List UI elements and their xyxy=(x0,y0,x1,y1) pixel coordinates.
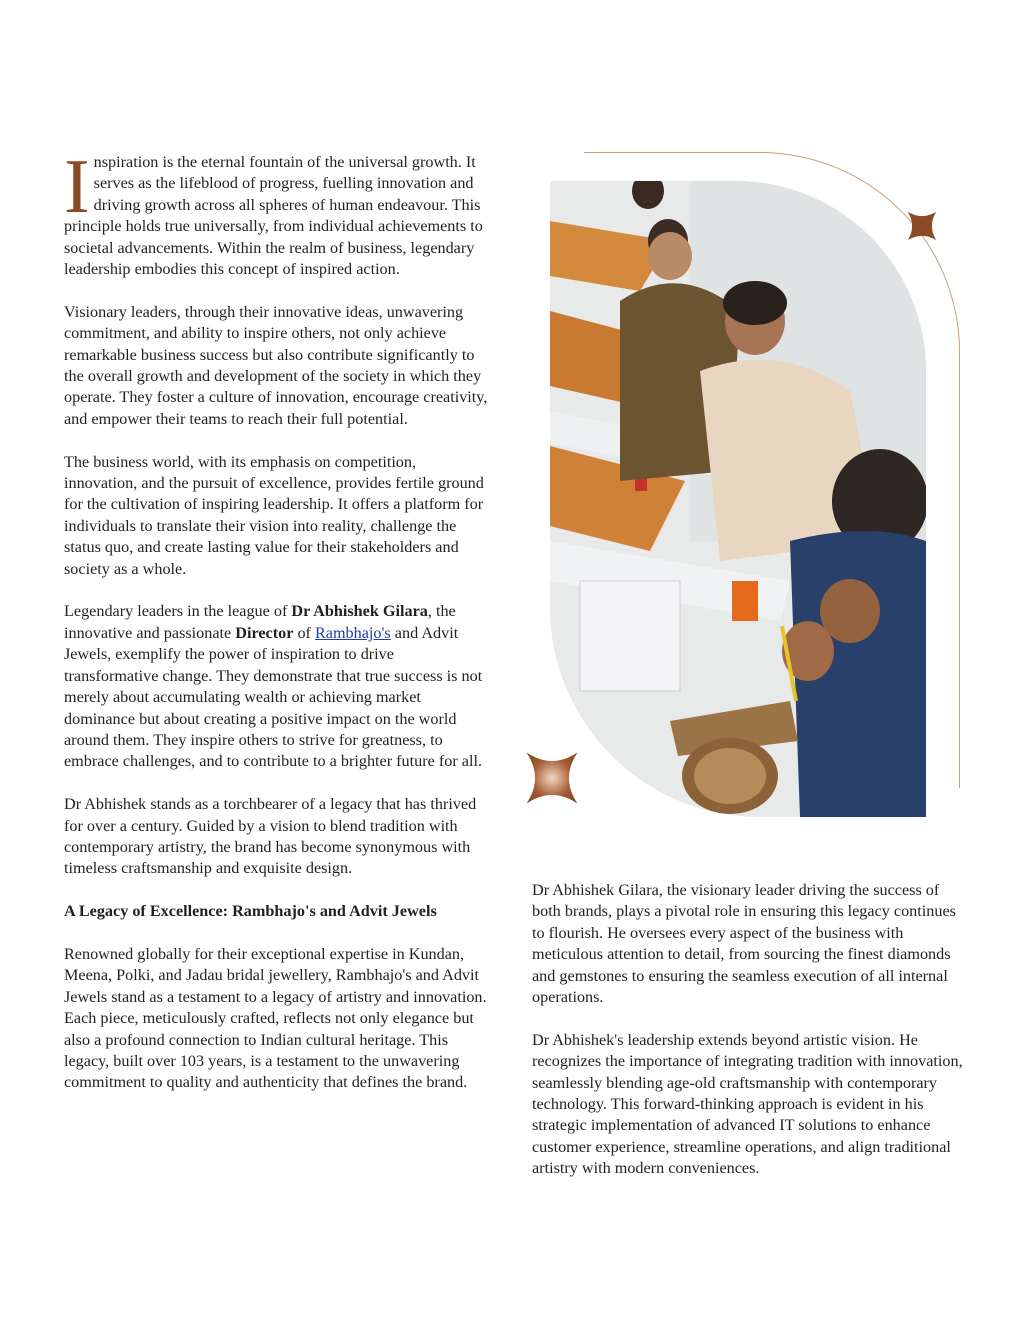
paragraph-visionary-leaders: Visionary leaders, through their innovative ideas, unwavering commitment, and ability to inspire others, not only achieve remarkable business success but also contribute significantly to the overall growth and development of the society in which they operate. They foster a culture of innovation, encourage creativity, and empower their teams to reach their full potential. xyxy=(64,302,488,428)
paragraph-business-world: The business world, with its emphasis on competition, innovation, and the pursuit of excellence, provides fertile ground for the cultivation of inspiring leadership. It offers a platform for individuals to translate their vision into reality, challenge the status quo, and create lasting value for their stakeholders and society as a whole. xyxy=(64,452,484,578)
intro-text: nspiration is the eternal fountain of the universal growth. It serves as the lifeblood of progress, fuelling innovation and driving growth across all spheres of human endeavour. This principle holds true universally, from individual achievements to societal advancements. Within the realm of business, legendary leadership embodies this concept of inspired action. xyxy=(64,153,483,279)
text-run: Legendary leaders in the league of xyxy=(64,602,292,621)
rambhajos-link[interactable]: Rambhajo's xyxy=(314,623,391,642)
intro-paragraph xyxy=(64,143,492,280)
section-subheading: A Legacy of Excellence: Rambhajo's and Advit Jewels xyxy=(64,902,437,921)
text-run: of xyxy=(293,623,315,642)
role-title: Director xyxy=(235,623,294,642)
article-right-column xyxy=(532,880,964,1201)
paragraph-renowned: Renowned globally for their exceptional expertise in Kundan, Meena, Polki, and Jadau bridal jewellery, Rambhajo's and Advit Jewels stand as a testament to a legacy of artistry and innovation. Each piece, meticulously crafted, reflects not only elegance but also a profound connection to Indian cultural heritage. This legacy, built over 103 years, is a testament to the unwavering commitment to quality and authenticity that defines the brand. xyxy=(64,944,487,1092)
paragraph-leadership: Dr Abhishek's leadership extends beyond artistic vision. He recognizes the importance of integrating tradition with innovation, seamlessly blending age-old craftsmanship with contemporary technology. This forward-thinking approach is evident in his strategic implementation of advanced IT solutions to enhance customer experience, streamline operations, and align traditional artistry with modern conveniences. xyxy=(532,1030,963,1178)
article-left-column xyxy=(64,143,492,1115)
person-name: Dr Abhishek Gilara xyxy=(291,602,428,621)
paragraph-torchbearer: Dr Abhishek stands as a torchbearer of a legacy that has thrived for over a century. Guided by a vision to blend tradition with contemporary artistry, the brand has become synonymous with timeless craftsmanship and exquisite design. xyxy=(64,795,477,878)
text-run: , the innovative and passionate xyxy=(64,602,456,642)
paragraph-visionary-leader: Dr Abhishek Gilara, the visionary leader driving the success of both brands, plays a pivotal role in ensuring this legacy continues to flourish. He oversees every aspect of the business with meticulous attention to detail, from sourcing the finest diamonds and gemstones to ensuring the seamless execution of all internal operations. xyxy=(532,881,956,1007)
artisans-photo xyxy=(550,181,926,817)
sparkle-star-large-icon xyxy=(516,742,588,814)
text-run: and Advit Jewels, exemplify the power of inspiration to drive transformative change. They demonstrate that true success is not merely about accumulating wealth or achieving market dominance but about creating a positive impact on the world around them. They inspire others to strive for greatness, to embrace challenges, and to contribute to a brighter future for all. xyxy=(64,623,483,771)
artisans-photo-illustration xyxy=(550,181,926,817)
sparkle-star-icon xyxy=(902,206,942,246)
drop-cap: I xyxy=(64,143,90,229)
paragraph-legendary-leaders xyxy=(64,601,492,772)
